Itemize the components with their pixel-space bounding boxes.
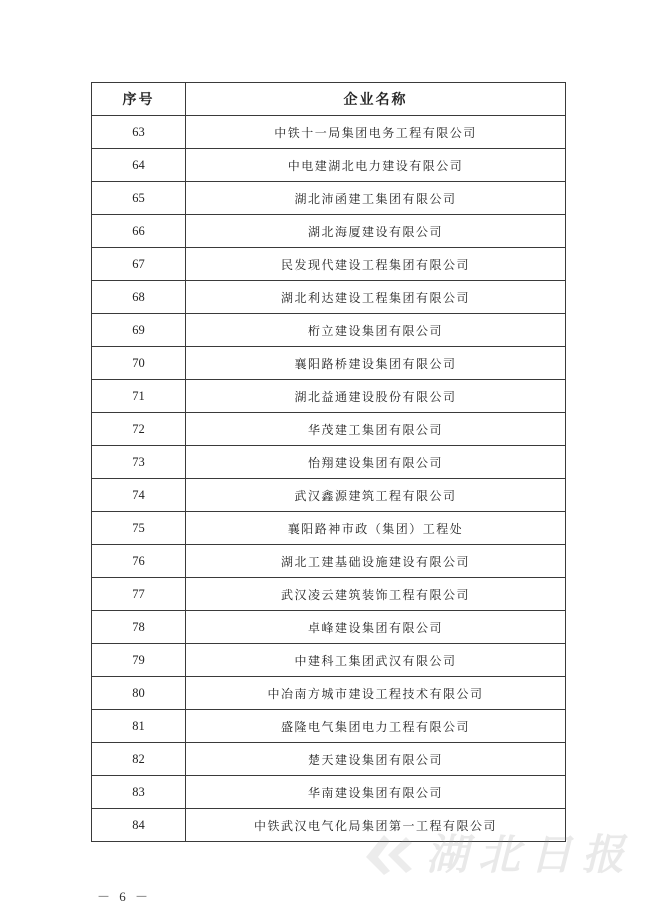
- company-name: 襄阳路桥建设集团有限公司: [186, 347, 566, 380]
- company-name: 华南建设集团有限公司: [186, 776, 566, 809]
- row-number: 84: [92, 809, 186, 842]
- row-number: 64: [92, 149, 186, 182]
- table-header-row: [92, 83, 566, 116]
- row-number: 67: [92, 248, 186, 281]
- table-row: [92, 248, 566, 281]
- company-name: 襄阳路神市政（集团）工程处: [186, 512, 566, 545]
- page-number: － 6 －: [97, 889, 152, 904]
- table-row: [92, 512, 566, 545]
- table-row: [92, 446, 566, 479]
- company-name: 华茂建工集团有限公司: [186, 413, 566, 446]
- company-name: 怡翔建设集团有限公司: [186, 446, 566, 479]
- table-body: [92, 116, 566, 842]
- table-row: [92, 116, 566, 149]
- row-number: 73: [92, 446, 186, 479]
- row-number: 71: [92, 380, 186, 413]
- company-name: 中建科工集团武汉有限公司: [186, 644, 566, 677]
- row-number: 69: [92, 314, 186, 347]
- table-row: [92, 281, 566, 314]
- row-number: 77: [92, 578, 186, 611]
- table-row: [92, 710, 566, 743]
- company-name: 卓峰建设集团有限公司: [186, 611, 566, 644]
- company-name: 楚天建设集团有限公司: [186, 743, 566, 776]
- table-row: [92, 182, 566, 215]
- table-row: [92, 644, 566, 677]
- company-name: 桁立建设集团有限公司: [186, 314, 566, 347]
- row-number: 81: [92, 710, 186, 743]
- row-number: 70: [92, 347, 186, 380]
- company-name: 湖北益通建设股份有限公司: [186, 380, 566, 413]
- company-name: 湖北工建基础设施建设有限公司: [186, 545, 566, 578]
- row-number: 82: [92, 743, 186, 776]
- table-row: [92, 413, 566, 446]
- row-number: 66: [92, 215, 186, 248]
- watermark-text: 湖北日报: [426, 830, 635, 879]
- table-row: [92, 347, 566, 380]
- row-number: 72: [92, 413, 186, 446]
- company-name: 湖北利达建设工程集团有限公司: [186, 281, 566, 314]
- table-row: [92, 149, 566, 182]
- table-row: [92, 545, 566, 578]
- header-number: 序号: [92, 83, 186, 116]
- table-row: [92, 479, 566, 512]
- row-number: 68: [92, 281, 186, 314]
- company-name: 中铁武汉电气化局集团第一工程有限公司: [186, 809, 566, 842]
- table-row: [92, 677, 566, 710]
- row-number: 78: [92, 611, 186, 644]
- company-name: 盛隆电气集团电力工程有限公司: [186, 710, 566, 743]
- hubei-daily-logo-icon: [362, 827, 418, 877]
- row-number: 79: [92, 644, 186, 677]
- table-row: [92, 215, 566, 248]
- table-row: [92, 611, 566, 644]
- company-name: 湖北海厦建设有限公司: [186, 215, 566, 248]
- table-row: [92, 314, 566, 347]
- row-number: 74: [92, 479, 186, 512]
- company-name: 中冶南方城市建设工程技术有限公司: [186, 677, 566, 710]
- company-list-table: [91, 82, 566, 842]
- table-row: [92, 380, 566, 413]
- company-name: 中电建湖北电力建设有限公司: [186, 149, 566, 182]
- row-number: 83: [92, 776, 186, 809]
- table-row: [92, 578, 566, 611]
- row-number: 80: [92, 677, 186, 710]
- company-name: 湖北沛函建工集团有限公司: [186, 182, 566, 215]
- row-number: 63: [92, 116, 186, 149]
- company-name: 武汉凌云建筑装饰工程有限公司: [186, 578, 566, 611]
- company-name: 民发现代建设工程集团有限公司: [186, 248, 566, 281]
- company-name: 武汉鑫源建筑工程有限公司: [186, 479, 566, 512]
- table-row: [92, 743, 566, 776]
- row-number: 75: [92, 512, 186, 545]
- row-number: 65: [92, 182, 186, 215]
- company-name: 中铁十一局集团电务工程有限公司: [186, 116, 566, 149]
- table-row: [92, 776, 566, 809]
- row-number: 76: [92, 545, 186, 578]
- header-company-name: 企业名称: [186, 83, 566, 116]
- watermark: [362, 822, 634, 882]
